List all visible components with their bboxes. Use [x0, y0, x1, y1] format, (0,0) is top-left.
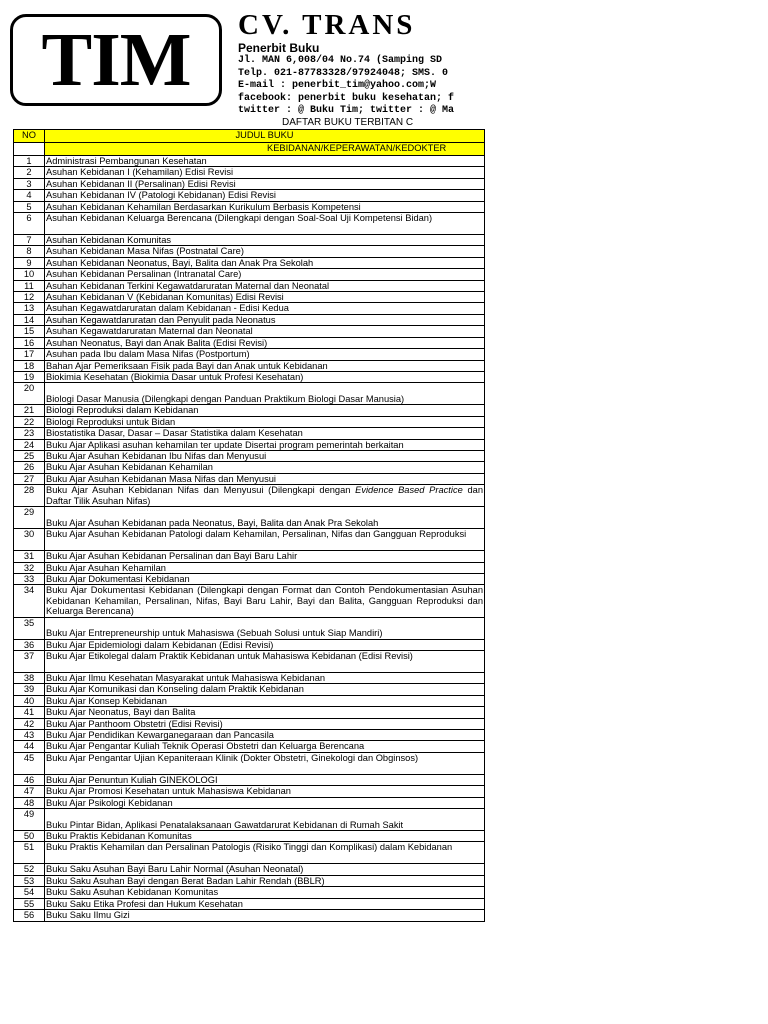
book-title: Buku Ajar Psikologi Kebidanan [45, 797, 485, 808]
row-number: 15 [14, 326, 45, 337]
row-number: 25 [14, 450, 45, 461]
category-label: KEBIDANAN/KEPERAWATAN/KEDOKTER [45, 143, 485, 156]
row-number: 42 [14, 718, 45, 729]
book-title: Buku Ajar Ilmu Kesehatan Masyarakat untuk Mahasiswa Kebidanan [45, 673, 485, 684]
table-row [14, 573, 485, 584]
book-title: Buku Ajar Asuhan Kebidanan Patologi dalam Kehamilan, Persalinan, Nifas dan Gangguan Reproduksi [45, 529, 485, 551]
book-title: Buku Ajar Entrepreneurship untuk Mahasiswa (Sebuah Solusi untuk Siap Mandiri) [45, 617, 485, 639]
row-number: 52 [14, 864, 45, 875]
row-number: 22 [14, 416, 45, 427]
row-number: 1 [14, 156, 45, 167]
book-title: Buku Ajar Aplikasi asuhan kehamilan ter update Disertai program pemerintah berkaitan [45, 439, 485, 450]
book-title: Buku Saku Ilmu Gizi [45, 910, 485, 921]
table-row [14, 673, 485, 684]
book-title: Bahan Ajar Pemeriksaan Fisik pada Bayi dan Anak untuk Kebidanan [45, 360, 485, 371]
book-title: Buku Ajar Pengantar Kuliah Teknik Operasi Obstetri dan Keluarga Berencana [45, 741, 485, 752]
table-row [14, 730, 485, 741]
book-title: Buku Ajar Neonatus, Bayi dan Balita [45, 707, 485, 718]
book-title: Asuhan Kebidanan I (Kehamilan) Edisi Revisi [45, 167, 485, 178]
table-row [14, 639, 485, 650]
book-title: Asuhan Kebidanan Kehamilan Berdasarkan Kurikulum Berbasis Kompetensi [45, 201, 485, 212]
book-title: Asuhan Kebidanan Keluarga Berencana (Dilengkapi dengan Soal-Soal Uji Kompetensi Bidan) [45, 213, 485, 235]
book-title: Buku Ajar Epidemiologi dalam Kebidanan (Edisi Revisi) [45, 639, 485, 650]
table-row [14, 303, 485, 314]
table-row [14, 507, 485, 529]
contact-line: Jl. MAN 6,008/04 No.74 (Samping SD [238, 55, 443, 66]
row-number: 51 [14, 842, 45, 864]
table-row [14, 428, 485, 439]
row-number: 18 [14, 360, 45, 371]
company-name: CV. TRANS [238, 10, 416, 41]
table-row [14, 887, 485, 898]
row-number: 50 [14, 831, 45, 842]
book-title: Buku Saku Asuhan Bayi Baru Lahir Normal (Asuhan Neonatal) [45, 864, 485, 875]
table-row [14, 178, 485, 189]
book-title: Buku Ajar Penuntun Kuliah GINEKOLOGI [45, 774, 485, 785]
table-row [14, 562, 485, 573]
row-number: 53 [14, 875, 45, 886]
book-title: Asuhan Kebidanan Neonatus, Bayi, Balita dan Anak Pra Sekolah [45, 257, 485, 268]
row-number: 54 [14, 887, 45, 898]
book-title: Asuhan Kebidanan Komunitas [45, 235, 485, 246]
book-title: Buku Ajar Etikolegal dalam Praktik Kebidanan untuk Mahasiswa Kebidanan (Edisi Revisi) [45, 651, 485, 673]
row-number: 40 [14, 695, 45, 706]
book-title-text: Buku Ajar Asuhan Kebidanan Nifas dan Menyusui (Dilengkapi dengan [46, 485, 356, 496]
book-title: Biologi Reproduksi dalam Kebidanan [45, 405, 485, 416]
row-number: 5 [14, 201, 45, 212]
row-number: 49 [14, 809, 45, 831]
column-header-title: JUDUL BUKU [45, 130, 485, 143]
table-row [14, 774, 485, 785]
row-number: 56 [14, 910, 45, 921]
book-table [13, 129, 485, 922]
contact-line: facebook: penerbit buku kesehatan; f [238, 92, 455, 104]
book-title: Buku Praktis Kebidanan Komunitas [45, 831, 485, 842]
letterhead [238, 10, 485, 118]
contact-line: twitter : @ Buku Tim; twitter : @ Ma [238, 105, 455, 117]
table-row [14, 651, 485, 673]
row-number: 31 [14, 551, 45, 562]
contact-line: Telp. 021-87783328/97924048; SMS. 0 [238, 67, 449, 79]
table-row [14, 314, 485, 325]
book-title: Biologi Dasar Manusia (Dilengkapi dengan Panduan Praktikum Biologi Dasar Manusia) [45, 383, 485, 405]
table-row [14, 269, 485, 280]
book-title: Asuhan Kebidanan II (Persalinan) Edisi Revisi [45, 178, 485, 189]
table-row [14, 337, 485, 348]
book-title: Buku Ajar Dokumentasi Kebidanan (Dilengkapi dengan Format dan Contoh Pendokumentasian Asuhan Kebidanan Kehamilan, Persalinan, Nifas, Bayi Baru Lahir, Bayi dan Balita, Gangguan Reproduksi dan Keluarga Berencana) [46, 585, 483, 617]
row-number: 44 [14, 741, 45, 752]
book-title: Asuhan Kebidanan IV (Patologi Kebidanan) Edisi Revisi [45, 190, 485, 201]
book-title: Biologi Reproduksi untuk Bidan [45, 416, 485, 427]
table-header-row [14, 130, 485, 143]
row-number: 7 [14, 235, 45, 246]
category-blank-cell [14, 143, 45, 156]
book-title: Biokimia Kesehatan (Biokimia Dasar untuk Profesi Kesehatan) [45, 371, 485, 382]
book-title: Buku Ajar Panthoom Obstetri (Edisi Revisi) [45, 718, 485, 729]
book-title: Buku Ajar Dokumentasi Kebidanan [45, 573, 485, 584]
table-row [14, 292, 485, 303]
row-number: 3 [14, 178, 45, 189]
row-number: 26 [14, 462, 45, 473]
book-title: Buku Ajar Konsep Kebidanan [45, 695, 485, 706]
book-title: Asuhan Kegawatdaruratan Maternal dan Neonatal [45, 326, 485, 337]
table-row [14, 246, 485, 257]
row-number: 34 [14, 585, 45, 617]
table-row [14, 326, 485, 337]
table-row [14, 349, 485, 360]
table-row [14, 360, 485, 371]
row-number: 11 [14, 280, 45, 291]
table-row [14, 684, 485, 695]
row-number: 41 [14, 707, 45, 718]
book-title: Buku Saku Asuhan Bayi dengan Berat Badan Lahir Rendah (BBLR) [45, 875, 485, 886]
book-title: Buku Ajar Asuhan Kebidanan pada Neonatus, Bayi, Balita dan Anak Pra Sekolah [45, 507, 485, 529]
book-title: Asuhan Kebidanan Masa Nifas (Postnatal Care) [45, 246, 485, 257]
book-title: Buku Ajar Asuhan Kebidanan Masa Nifas dan Menyusui [45, 473, 485, 484]
table-row [14, 786, 485, 797]
table-row [14, 371, 485, 382]
row-number: 13 [14, 303, 45, 314]
table-row [14, 910, 485, 921]
book-title: Buku Ajar Promosi Kesehatan untuk Mahasiswa Kebidanan [45, 786, 485, 797]
row-number: 12 [14, 292, 45, 303]
table-row [14, 462, 485, 473]
table-row [14, 585, 485, 617]
table-row [14, 257, 485, 268]
table-row [14, 405, 485, 416]
book-title: Asuhan Neonatus, Bayi dan Anak Balita (Edisi Revisi) [45, 337, 485, 348]
row-number: 36 [14, 639, 45, 650]
row-number: 33 [14, 573, 45, 584]
row-number: 46 [14, 774, 45, 785]
row-number: 14 [14, 314, 45, 325]
book-title: Buku Ajar Pengantar Ujian Kepaniteraan Klinik (Dokter Obstetri, Ginekologi dan Obginsos) [45, 752, 485, 774]
row-number: 27 [14, 473, 45, 484]
row-number: 17 [14, 349, 45, 360]
table-row [14, 842, 485, 864]
book-title-italic: Evidence Based Practice [355, 485, 463, 496]
table-row [14, 201, 485, 212]
book-title: Buku Ajar Asuhan Kebidanan Persalinan dan Bayi Baru Lahir [45, 551, 485, 562]
book-title: Asuhan Kegawatdaruratan dan Penyulit pada Neonatus [45, 314, 485, 325]
row-number: 19 [14, 371, 45, 382]
row-number: 37 [14, 651, 45, 673]
row-number: 29 [14, 507, 45, 529]
table-row [14, 529, 485, 551]
table-row [14, 450, 485, 461]
table-row [14, 383, 485, 405]
book-title: Asuhan Kebidanan V (Kebidanan Komunitas) Edisi Revisi [45, 292, 485, 303]
publisher-label: Penerbit Buku [238, 41, 320, 55]
book-title: Buku Ajar Asuhan Kebidanan Kehamilan [45, 462, 485, 473]
row-number: 6 [14, 213, 45, 235]
row-number: 47 [14, 786, 45, 797]
row-number: 16 [14, 337, 45, 348]
book-title: Buku Saku Etika Profesi dan Hukum Kesehatan [45, 898, 485, 909]
row-number: 45 [14, 752, 45, 774]
table-row [14, 213, 485, 235]
book-title: Asuhan Kebidanan Terkini Kegawatdaruratan Maternal dan Neonatal [45, 280, 485, 291]
table-row [14, 797, 485, 808]
book-title: Buku Praktis Kehamilan dan Persalinan Patologis (Risiko Tinggi dan Komplikasi) dalam Kebidanan [45, 842, 485, 864]
row-number: 35 [14, 617, 45, 639]
row-number: 2 [14, 167, 45, 178]
book-title [45, 485, 485, 507]
row-number: 32 [14, 562, 45, 573]
book-title: Buku Ajar Asuhan Kehamilan [45, 562, 485, 573]
table-row [14, 718, 485, 729]
book-title: Asuhan Kegawatdaruratan dalam Kebidanan - Edisi Kedua [45, 303, 485, 314]
publisher-logo [10, 14, 222, 106]
row-number: 20 [14, 383, 45, 405]
table-row [14, 831, 485, 842]
book-title: Asuhan pada Ibu dalam Masa Nifas (Postportum) [45, 349, 485, 360]
row-number: 55 [14, 898, 45, 909]
row-number: 48 [14, 797, 45, 808]
table-row [14, 617, 485, 639]
book-title: Buku Ajar Pendidikan Kewarganegaraan dan Pancasila [45, 730, 485, 741]
row-number: 24 [14, 439, 45, 450]
table-row [14, 416, 485, 427]
row-number: 23 [14, 428, 45, 439]
contact-line: E-mail : penerbit_tim@yahoo.com;W [238, 80, 437, 92]
table-row [14, 235, 485, 246]
row-number: 8 [14, 246, 45, 257]
row-number: 9 [14, 257, 45, 268]
column-header-no: NO [14, 130, 45, 143]
row-number: 30 [14, 529, 45, 551]
table-row [14, 875, 485, 886]
table-row [14, 864, 485, 875]
table-row [14, 695, 485, 706]
book-title: Buku Pintar Bidan, Aplikasi Penatalaksanaan Gawatdarurat Kebidanan di Rumah Sakit [45, 809, 485, 831]
row-number: 21 [14, 405, 45, 416]
table-row [14, 439, 485, 450]
row-number: 28 [14, 485, 45, 507]
row-number: 38 [14, 673, 45, 684]
table-row [14, 809, 485, 831]
table-row [14, 156, 485, 167]
row-number: 4 [14, 190, 45, 201]
row-number: 39 [14, 684, 45, 695]
book-title: Administrasi Pembangunan Kesehatan [45, 156, 485, 167]
row-number: 43 [14, 730, 45, 741]
table-row [14, 280, 485, 291]
book-title: Buku Ajar Komunikasi dan Konseling dalam Praktik Kebidanan [45, 684, 485, 695]
table-row [14, 741, 485, 752]
table-row [14, 473, 485, 484]
table-row [14, 485, 485, 507]
table-row [14, 551, 485, 562]
book-title: Buku Ajar Asuhan Kebidanan Ibu Nifas dan Menyusui [45, 450, 485, 461]
book-title: Asuhan Kebidanan Persalinan (Intranatal Care) [45, 269, 485, 280]
book-title: Biostatistika Dasar, Dasar – Dasar Statistika dalam Kesehatan [45, 428, 485, 439]
list-title: DAFTAR BUKU TERBITAN C [282, 117, 414, 128]
table-row [14, 707, 485, 718]
book-title-text: dan Daftar Tilik Asuhan Nifas) [46, 485, 483, 506]
table-row [14, 167, 485, 178]
book-title: Buku Saku Asuhan Kebidanan Komunitas [45, 887, 485, 898]
table-row [14, 190, 485, 201]
logo-text: TIM [41, 18, 191, 102]
category-row [14, 143, 485, 156]
table-row [14, 752, 485, 774]
table-row [14, 898, 485, 909]
row-number: 10 [14, 269, 45, 280]
